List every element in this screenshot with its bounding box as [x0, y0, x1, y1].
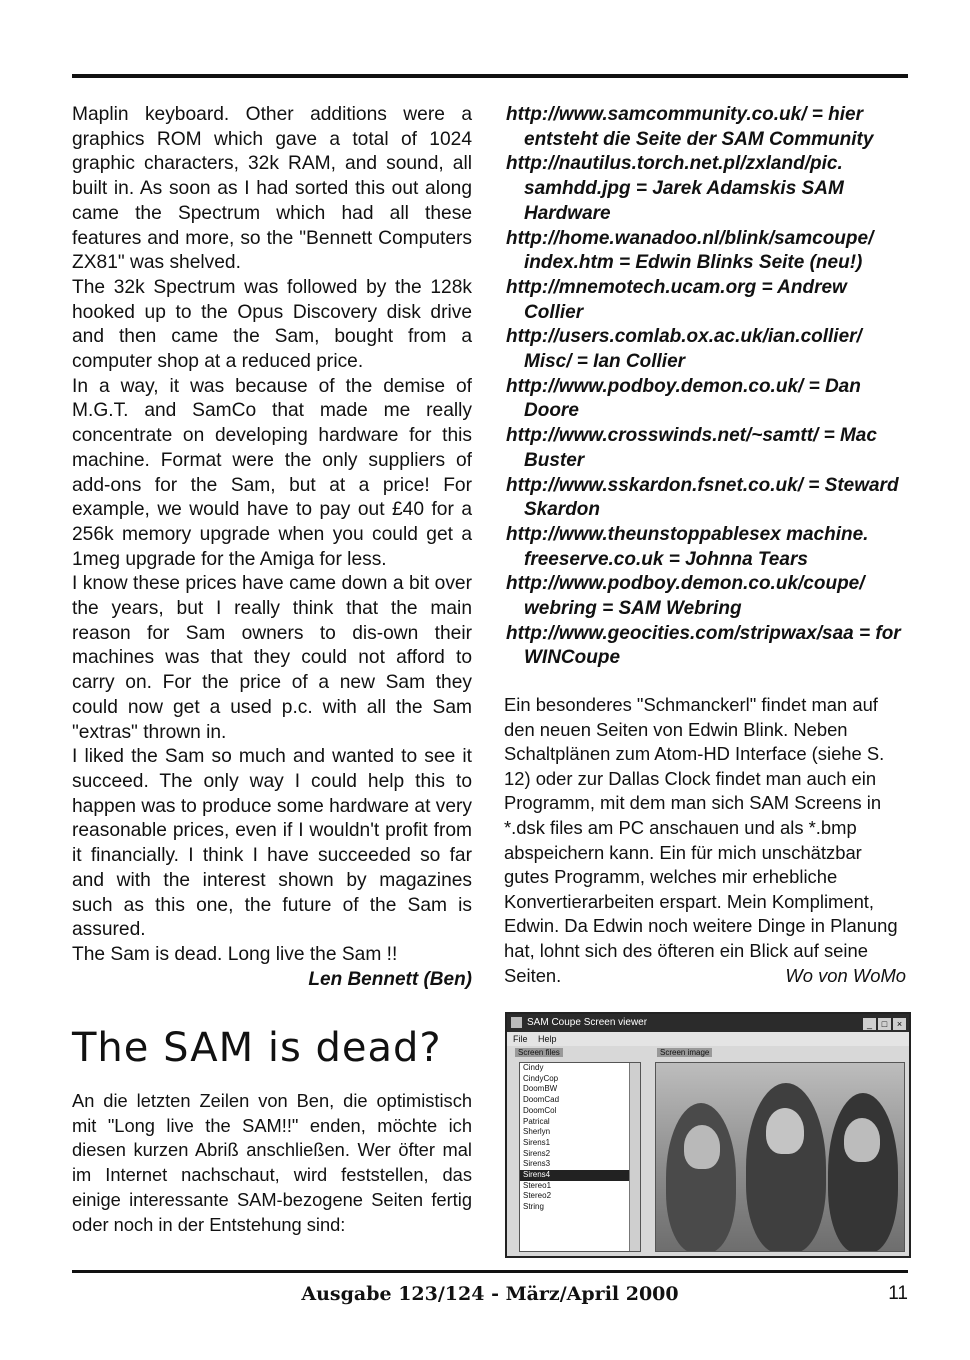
right-paragraph-text: Ein besonderes "Schmanckerl" findet man auf den neuen Seiten von Edwin Blink. Neben Schaltplänen zum Atom-HD Interface (siehe S. 12) oder zur Dallas Clock findet man auch ein Programm, mit dem man sich SAM Screens in *.dsk files am PC anschauen und als *.bmp abspeichern kann. Ein für mich unschätzbar gutes Programm, welches mir erhebliche Konvertierarbeiten erspart. Mein Kompliment, Edwin. Da Edwin noch weitere Dinge in Planung hat, lohnt sich des öfteren ein Blick auf seine Seiten.: [504, 694, 898, 986]
link-item[interactable]: http://www.geocities.com/stripwax/saa = for WINCoupe: [506, 622, 901, 669]
link-item[interactable]: http://www.podboy.demon.co.uk/coupe/ webring = SAM Webring: [506, 573, 865, 620]
list-item[interactable]: Sirens1: [523, 1137, 551, 1147]
article-intro: An die letzten Zeilen von Ben, die optimistisch mit "Long live the SAM!!" enden, möchte ich diesen kurzen Abriß anschließen. Wer öfter mal im Internet nachschaut, wird feststellen, das einige interessante SAM-bezogene Seiten fertig oder noch in der Entstehung sind:: [72, 1090, 472, 1235]
article-intro-column: [72, 1089, 472, 1237]
link-item[interactable]: http://www.crosswinds.net/~samtt/ = Mac Buster: [506, 425, 877, 471]
maximize-icon[interactable]: □: [878, 1018, 891, 1030]
list-item[interactable]: DoomBW: [523, 1084, 558, 1094]
app-icon: [511, 1017, 522, 1028]
link-item[interactable]: http://www.podboy.demon.co.uk/ = Dan Doore: [506, 375, 861, 422]
right-column: [506, 103, 906, 671]
letter-paragraph: Maplin keyboard. Other additions were a graphics ROM which gave a total of 1024 graphic characters, 32k RAM, and sound, all built in. As soon as I had sorted this out along came the Spectrum which had all these features and more, so the "Bennett Computers ZX81" was shelved.: [72, 104, 472, 274]
link-item[interactable]: http://home.wanadoo.nl/blink/samcoupe/ index.htm = Edwin Blinks Seite (neu!): [506, 227, 874, 274]
left-column: [72, 103, 472, 992]
list-item[interactable]: Sirens2: [523, 1148, 551, 1158]
list-item-selected[interactable]: Sirens4: [520, 1170, 640, 1181]
letter-paragraph: I know these prices have came down a bit over the years, but I really think that the main reason for Sam owners to dis-own their machines was that they could not afford to carry on. For the price of a new Sam they could now get a used p.c. with all the Sam "extras" thrown in.: [72, 573, 472, 743]
list-item[interactable]: CindyCop: [523, 1073, 559, 1083]
photo-face: [844, 1118, 880, 1162]
list-item[interactable]: Sirens3: [523, 1159, 551, 1169]
right-paragraph: [504, 693, 906, 988]
menu-bar: [507, 1032, 909, 1046]
letter-paragraph: The Sam is dead. Long live the Sam !!: [72, 943, 398, 965]
list-item[interactable]: String: [523, 1202, 544, 1212]
top-rule: [72, 74, 908, 78]
link-item[interactable]: http://nautilus.torch.net.pl/zxland/pic. samhdd.jpg = Jarek Adamskis SAM Hardware: [506, 153, 844, 224]
bottom-rule: [72, 1270, 908, 1273]
link-list: [506, 103, 906, 671]
list-item[interactable]: DoomCol: [523, 1105, 557, 1115]
screen-files-label: Screen files: [515, 1048, 563, 1057]
minimize-icon[interactable]: _: [863, 1018, 876, 1030]
screen-image-preview: [655, 1062, 905, 1252]
list-item[interactable]: Cindy: [523, 1063, 544, 1072]
link-item[interactable]: http://www.samcommunity.co.uk/ = hier entsteht die Seite der SAM Community: [506, 104, 874, 150]
link-item[interactable]: http://www.sskardon.fsnet.co.uk/ = Steward Skardon: [506, 474, 899, 521]
link-item[interactable]: http://www.theunstoppablesex machine. freeserve.co.uk = Johnna Tears: [506, 523, 869, 570]
letter-paragraph: I liked the Sam so much and wanted to see it succeed. The only way I could help this to happen was to produce some hardware at very reasonable prices, even if I wouldn't profit from it financially. I think I have succeeded so far and with the interest shown by magazines such as this one, the future of the Sam is assured.: [72, 746, 472, 941]
list-item[interactable]: Stereo2: [523, 1191, 552, 1201]
page-number: 11: [888, 1283, 908, 1304]
list-scrollbar[interactable]: [629, 1063, 640, 1251]
article-heading: The SAM is dead?: [72, 1025, 442, 1071]
photo-face: [766, 1108, 804, 1154]
photo-figure: [828, 1093, 898, 1252]
link-item[interactable]: http://users.comlab.ox.ac.uk/ian.collier/ Misc/ = Ian Collier: [506, 326, 862, 373]
screen-image-label: Screen image: [657, 1048, 712, 1057]
letter-paragraph: The 32k Spectrum was followed by the 128k hooked up to the Opus Discovery disk drive and then came the Sam, bought from a computer shop at a reduced price.: [72, 276, 472, 373]
link-item[interactable]: http://mnemotech.ucam.org = Andrew Collier: [506, 276, 847, 323]
list-item[interactable]: Sherlyn: [523, 1127, 551, 1137]
letter-body: [72, 103, 472, 968]
letter-signature: Len Bennett (Ben): [308, 968, 472, 990]
list-item[interactable]: Stereo1: [523, 1180, 552, 1190]
window-titlebar: [507, 1014, 909, 1032]
right-paragraph-column: [504, 693, 906, 988]
photo-face: [684, 1125, 720, 1169]
letter-paragraph: In a way, it was because of the demise of M.G.T. and SamCo that made me really concentrate on developing hardware for this machine. Format were the only suppliers of add-ons for the Sam, but at a price! For example, we would have to pay out £40 for a 256k memory upgrade when you could get a 1meg upgrade for the Amiga for less.: [72, 375, 472, 570]
issue-footer: Ausgabe 123/124 - März/April 2000: [301, 1283, 679, 1305]
screen-file-list[interactable]: [519, 1062, 641, 1252]
menu-file[interactable]: File: [513, 1034, 528, 1044]
list-item[interactable]: Patrical: [523, 1116, 550, 1126]
screen-viewer-screenshot: [505, 1012, 911, 1258]
right-signature: Wo von WoMo: [785, 964, 906, 986]
close-icon[interactable]: ×: [893, 1018, 906, 1030]
list-item[interactable]: DoomCad: [523, 1095, 560, 1105]
window-title: SAM Coupe Screen viewer: [527, 1017, 648, 1028]
menu-help[interactable]: Help: [538, 1034, 557, 1044]
